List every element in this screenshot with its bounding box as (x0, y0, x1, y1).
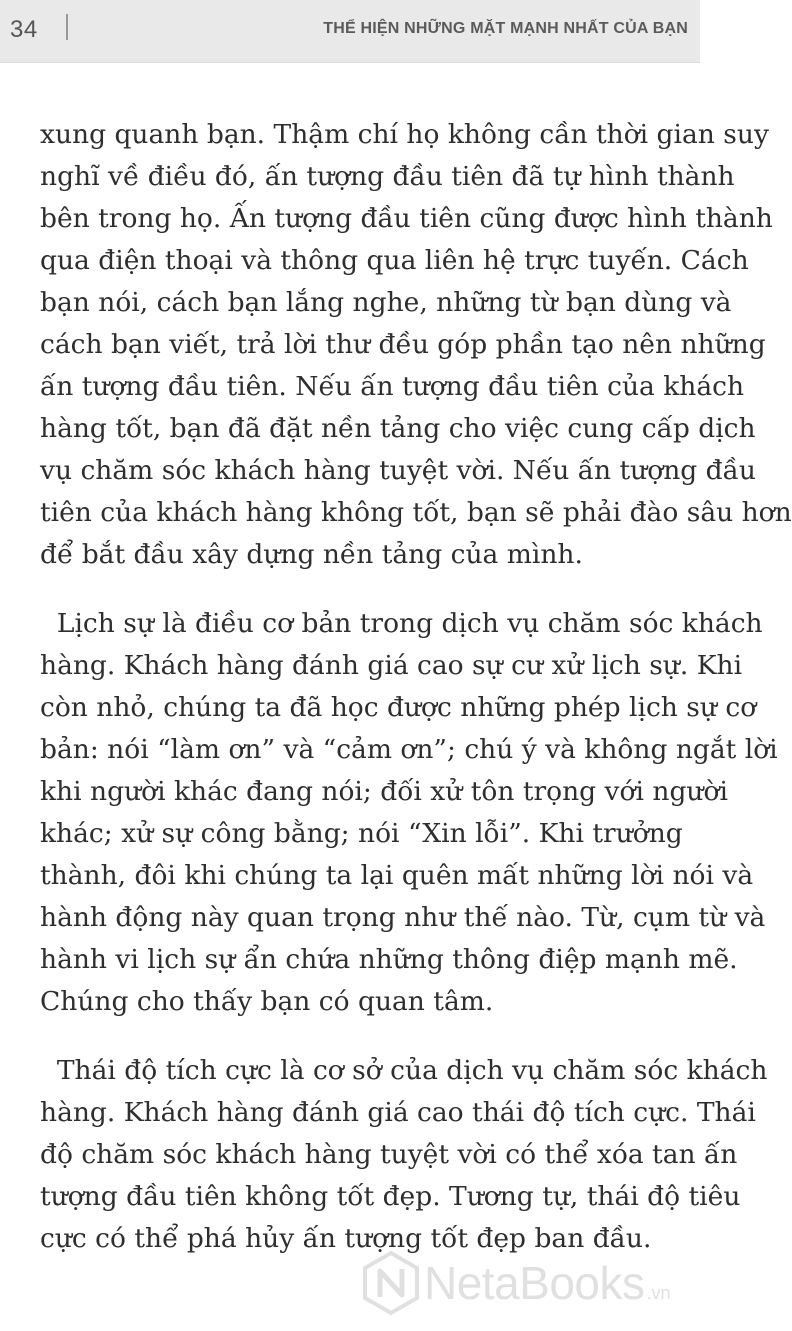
text-line: qua điện thoại và thông qua liên hệ trực tuyến. Cách (40, 245, 749, 276)
text-line: khác; xử sự công bằng; nói “Xin lỗi”. Khi trưởng (40, 818, 683, 849)
text-line: hành động này quan trọng như thế nào. Từ, cụm từ và (40, 902, 766, 933)
text-line: nghĩ về điều đó, ấn tượng đầu tiên đã tự hình thành (40, 161, 735, 192)
text-line: hàng. Khách hàng đánh giá cao thái độ tích cực. Thái (40, 1097, 756, 1128)
text-line: hàng. Khách hàng đánh giá cao sự cư xử lịch sự. Khi (40, 650, 743, 681)
paragraph-gap (40, 576, 694, 603)
text-line: còn nhỏ, chúng ta đã học được những phép lịch sự cơ (40, 692, 757, 723)
text-line: khi người khác đang nói; đối xử tôn trọng với người (40, 776, 728, 807)
page-header (0, 0, 700, 63)
paragraph-gap (40, 1023, 694, 1050)
text-line: Thái độ tích cực là cơ sở của dịch vụ chăm sóc khách (40, 1055, 768, 1086)
watermark (362, 1248, 700, 1318)
text-line: thành, đôi khi chúng ta lại quên mất những lời nói và (40, 860, 754, 891)
text-line: tiên của khách hàng không tốt, bạn sẽ phải đào sâu hơn (40, 497, 792, 528)
chapter-title: THỂ HIỆN NHỮNG MẶT MẠNH NHẤT CỦA BẠN (323, 20, 688, 37)
netabooks-logo-icon (362, 1251, 420, 1315)
text-line: hàng tốt, bạn đã đặt nền tảng cho việc cung cấp dịch (40, 413, 756, 444)
page-body (40, 114, 792, 1260)
watermark-suffix: .vn (646, 1283, 671, 1303)
text-line: bản: nói “làm ơn” và “cảm ơn”; chú ý và không ngắt lời (40, 734, 778, 765)
text-line: hành vi lịch sự ẩn chứa những thông điệp mạnh mẽ. (40, 944, 738, 975)
text-line: để bắt đầu xây dựng nền tảng của mình. (40, 539, 583, 570)
text-line: cực có thể phá hủy ấn tượng tốt đẹp ban đầu. (40, 1223, 652, 1254)
text-line: xung quanh bạn. Thậm chí họ không cần thời gian suy (40, 119, 769, 150)
header-divider (66, 14, 68, 40)
text-line: Chúng cho thấy bạn có quan tâm. (40, 986, 494, 1017)
text-line: Lịch sự là điều cơ bản trong dịch vụ chăm sóc khách (40, 608, 763, 639)
text-line: độ chăm sóc khách hàng tuyệt vời có thể xóa tan ấn (40, 1139, 738, 1170)
text-line: ấn tượng đầu tiên. Nếu ấn tượng đầu tiên của khách (40, 371, 745, 402)
paragraph-1 (40, 114, 792, 576)
paragraph-2 (40, 603, 778, 1023)
text-line: cách bạn viết, trả lời thư đều góp phần tạo nên những (40, 329, 766, 360)
paragraph-3 (40, 1050, 768, 1260)
text-line: bên trong họ. Ấn tượng đầu tiên cũng được hình thành (40, 203, 773, 234)
text-line: tượng đầu tiên không tốt đẹp. Tương tự, thái độ tiêu (40, 1181, 741, 1212)
watermark-brand: NetaBooks (424, 1257, 645, 1309)
text-line: bạn nói, cách bạn lắng nghe, những từ bạn dùng và (40, 287, 732, 318)
text-line: vụ chăm sóc khách hàng tuyệt vời. Nếu ấn tượng đầu (40, 455, 756, 486)
page-number: 34 (10, 16, 38, 43)
